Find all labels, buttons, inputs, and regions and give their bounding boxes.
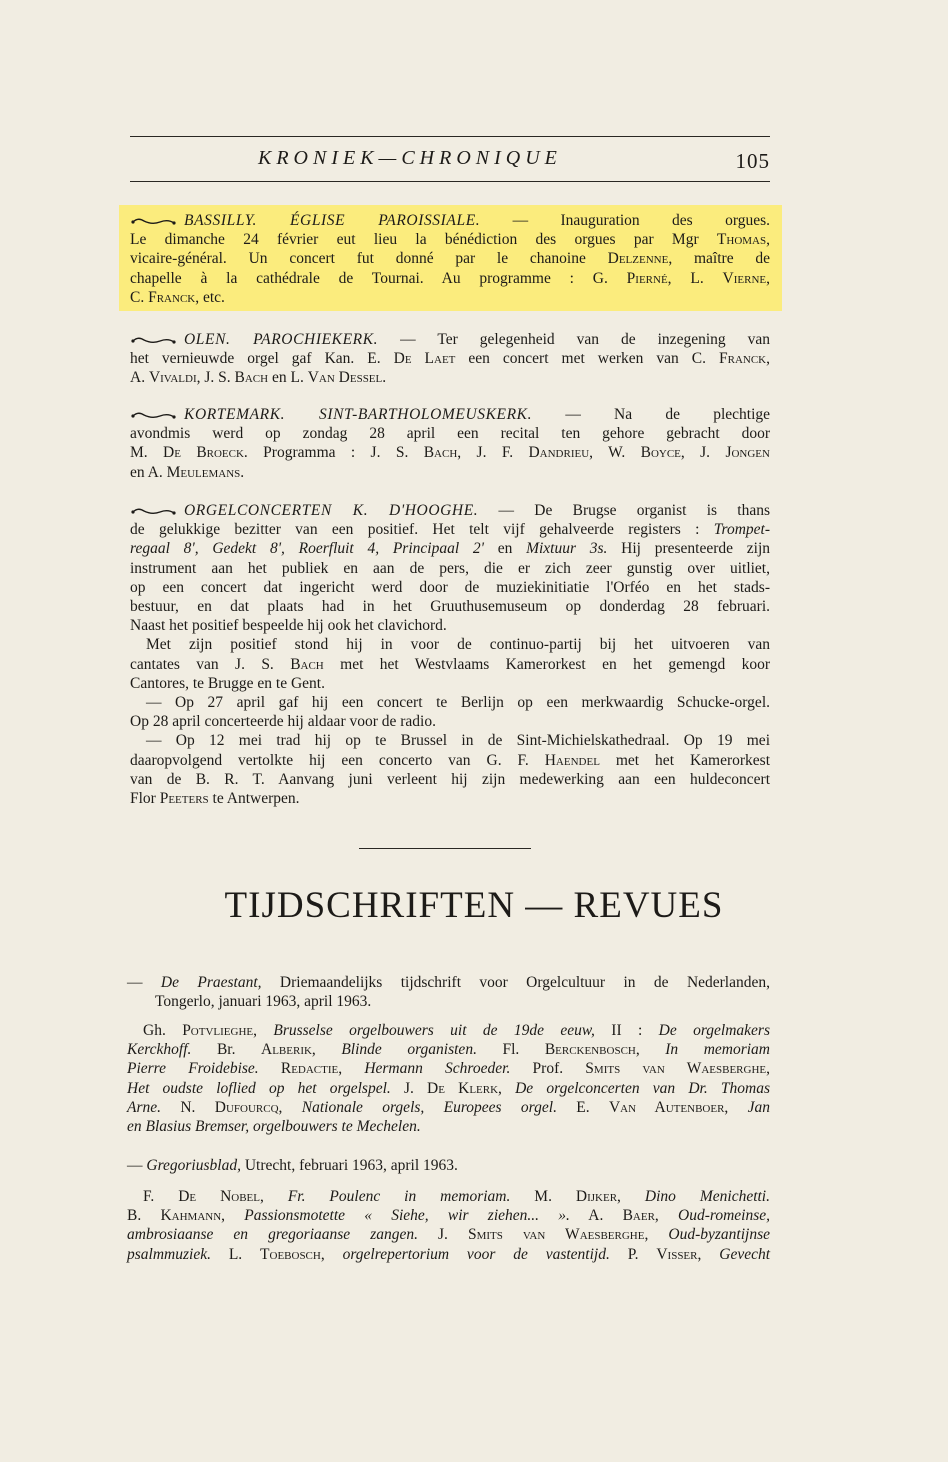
person-name: Pierné, bbox=[626, 269, 672, 287]
person-name: Bach, bbox=[423, 444, 462, 462]
author-name: Baer, bbox=[622, 1207, 659, 1225]
author-name: Berckenbosch, bbox=[544, 1041, 640, 1059]
revue-praestant: — De Praestant, Driemaandelijks tijdschrift voor Orgelcultuur in de Nederlanden, Tongerlo, januari 1963, april 1963. bbox=[127, 974, 770, 1011]
running-header bbox=[130, 147, 770, 177]
person-name: Franck, bbox=[718, 350, 770, 368]
author-name: De Klerk, bbox=[427, 1079, 502, 1097]
periodical-title: De Praestant, bbox=[160, 974, 262, 991]
person-name: Peeters bbox=[159, 790, 209, 808]
author-name: Kahmann, bbox=[160, 1207, 226, 1225]
author-name: Smits van Waesberghe, bbox=[585, 1060, 770, 1078]
person-name: Vierne, bbox=[722, 269, 770, 287]
person-name: Van Dessel. bbox=[307, 369, 387, 387]
hand-ornament-icon bbox=[130, 506, 184, 516]
entry-heading: OLEN. PAROCHIEKERK. bbox=[184, 331, 379, 348]
header-top-rule bbox=[130, 136, 770, 137]
author-name: Dufourcq, bbox=[214, 1098, 283, 1116]
person-name: Dandrieu, bbox=[528, 444, 594, 462]
person-name: Haendel bbox=[544, 751, 600, 769]
revue-gregoriusblad-contents: F. De Nobel, Fr. Poulenc in memoriam. M. Dijker, Dino Menichetti. B. Kahmann, Passionsmotette « Siehe, wir ziehen... ». A. Baer, Oud-romeinse, ambrosiaanse en gregoriaanse zangen. J. Smits van Waesberghe, Oud-byzantijnse psalmmuziek. L. Toebosch, orgelrepertorium voor de vastentijd. P. Visser, Gevecht bbox=[127, 1188, 771, 1263]
entry-heading: ORGELCONCERTEN K. D'HOOGHE. bbox=[184, 502, 479, 519]
section-title: TIJDSCHRIFTEN — REVUES bbox=[224, 885, 724, 926]
header-bottom-rule bbox=[130, 181, 770, 182]
entry-olen: OLEN. PAROCHIEKERK. — Ter gelegenheid van de inzegening van het vernieuwde orgel gaf Kan. E. De Laet een concert met werken van C. Franck, A. Vivaldi, J. S. Bach en L. Van Dessel. bbox=[130, 331, 771, 387]
revue-praestant-contents: Gh. Potvlieghe, Brusselse orgelbouwers uit de 19de eeuw, II : De orgelmakers Kerckhoff. Br. Alberik, Blinde organisten. Fl. Berckenbosch, In memoriam Pierre Froidebise. Redactie, Hermann Schroeder. Prof. Smits van Waesberghe, Het oudste loflied op het orgelspel. J. De Klerk, De orgelconcerten van Dr. Thomas Arne. N. Dufourcq, Nationale orgels, Europees orgel. E. Van Autenboer, Jan en Blasius Bremser, orgelbouwers te Mechelen. bbox=[127, 1022, 771, 1136]
author-name: Smits van Waesberghe, bbox=[467, 1226, 649, 1244]
person-name: Bach bbox=[234, 369, 269, 387]
person-name: Bach bbox=[290, 655, 324, 673]
entry-heading: BASSILLY. ÉGLISE PAROISSIALE. bbox=[184, 212, 481, 229]
author-name: Visser, bbox=[656, 1245, 702, 1263]
person-name: Franck, bbox=[148, 288, 200, 306]
hand-ornament-icon bbox=[130, 335, 184, 345]
author-name: Redactie, bbox=[280, 1060, 343, 1078]
person-name: Thomas, bbox=[716, 231, 770, 249]
author-name: Van Autenboer, bbox=[608, 1098, 729, 1116]
author-name: Alberik, bbox=[261, 1041, 316, 1059]
person-name: Jongen bbox=[725, 444, 770, 462]
hand-ornament-icon bbox=[130, 410, 184, 420]
hand-ornament-icon bbox=[130, 216, 184, 226]
author-name: De Nobel, bbox=[178, 1188, 264, 1205]
person-name: Vivaldi, bbox=[148, 369, 201, 387]
header-title: KRONIEK—CHRONIQUE bbox=[258, 147, 562, 169]
entry-heading: KORTEMARK. SINT-BARTHOLOMEUSKERK. bbox=[184, 406, 533, 423]
person-name: De Laet bbox=[393, 350, 456, 368]
entry-kortemark: KORTEMARK. SINT-BARTHOLOMEUSKERK. — Na de plechtige avondmis werd op zondag 28 april een recital ten gehore gebracht door M. De Broeck. Programma : J. S. Bach, J. F. Dandrieu, W. Boyce, J. Jongen en A. Meulemans. bbox=[130, 406, 771, 481]
person-name: Boyce, bbox=[640, 444, 685, 462]
section-divider bbox=[359, 848, 531, 849]
person-name: Meulemans. bbox=[166, 463, 245, 481]
revue-gregoriusblad: — Gregoriusblad, Utrecht, februari 1963, april 1963. bbox=[127, 1157, 458, 1174]
entry-orgelconcerten: ORGELCONCERTEN K. D'HOOGHE. — De Brugse organist is thans de gelukkige bezitter van een positief. Het telt vijf gehalveerde registers : Trompet- regaal 8', Gedekt 8', Roerfluit 4, Principaal 2' en Mixtuur 3s. Hij presenteerde zijn instrument aan het publiek en aan de pers, die er zich zeer gunstig over uitliet, op een concert dat ingericht werd door de muziekinitiatie l'Orféo en het stads- bestuur, en dat plaats had in het Gruuthusemuseum op donderdag 28 februari. Naast het positief bespeelde hij ook het clavichord. Met zijn positief stond hij in voor de continuo-partij bij het uitvoeren van cantates van J. S. Bach met het Westvlaams Kamerorkest en het gemengd koor Cantores, te Brugge en te Gent. — Op 27 april gaf hij een concert te Berlijn op een merkwaardig Schucke-orgel. Op 28 april concerteerde hij aldaar voor de radio. — Op 12 mei trad hij op te Brussel in de Sint-Michielskathedraal. Op 19 mei daaropvolgend vertolkte hij een concerto van G. F. Haendel met het Kamerorkest van de B. R. T. Aanvang juni verleent hij zijn medewerking aan een huldeconcert Flor Peeters te Antwerpen. bbox=[130, 502, 771, 808]
author-name: Dijker, bbox=[575, 1188, 621, 1205]
author-name: Potvlieghe, bbox=[182, 1022, 257, 1039]
person-name: Delzenne, bbox=[607, 250, 673, 268]
person-name: De Broeck. bbox=[163, 444, 248, 462]
author-name: Toebosch, bbox=[260, 1245, 325, 1263]
entry-bassilly: BASSILLY. ÉGLISE PAROISSIALE. — Inauguration des orgues. Le dimanche 24 février eut lieu la bénédiction des orgues par Mgr Thomas, vicaire-général. Un concert fut donné par le chanoine Delzenne, maître de chapelle à la cathédrale de Tournai. Au programme : G. Pierné, L. Vierne, C. Franck, etc. bbox=[130, 212, 770, 306]
page-number: 105 bbox=[735, 149, 770, 173]
periodical-title: Gregoriusblad, bbox=[146, 1157, 241, 1174]
